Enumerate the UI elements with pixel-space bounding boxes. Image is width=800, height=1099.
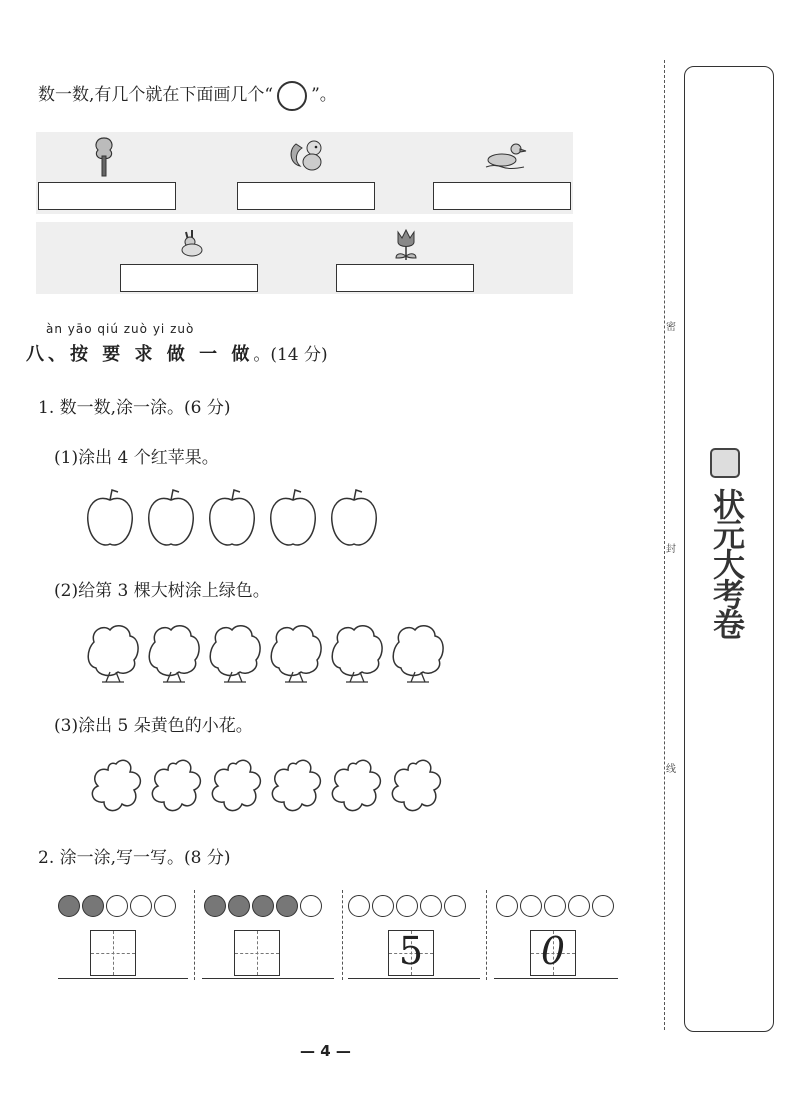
q2-title: 2. 涂一涂,写一写。(8 分) [38,848,231,868]
intro-text-after: ”。 [311,85,337,105]
tree-row [84,622,454,686]
filled-counter-dot[interactable] [228,895,250,917]
brand-logo-icon [710,448,740,478]
counter-dot-row [204,895,322,917]
empty-counter-dot[interactable] [300,895,322,917]
flower-row [88,758,448,816]
empty-counter-dot[interactable] [444,895,466,917]
group-divider [342,890,343,980]
empty-counter-dot[interactable] [592,895,614,917]
group-baseline [494,978,618,979]
big-tree-icon[interactable] [332,626,382,682]
answer-box-rabbit[interactable] [120,264,258,292]
empty-counter-dot[interactable] [348,895,370,917]
q1-sub3: (3)涂出 5 朵黄色的小花。 [54,716,253,736]
intro-text-before: 数一数,有几个就在下面画几个“ [38,85,274,105]
answer-box-squirrel[interactable] [237,182,375,210]
filled-counter-dot[interactable] [58,895,80,917]
empty-counter-dot[interactable] [568,895,590,917]
empty-counter-dot[interactable] [130,895,152,917]
small-flower-icon[interactable] [152,760,200,810]
big-tree-icon[interactable] [271,626,321,682]
group-divider [194,890,195,980]
q1-sub1: (1)涂出 4 个红苹果。 [54,448,219,468]
empty-counter-dot[interactable] [520,895,542,917]
picture-band-bottom [36,222,573,294]
apple-icon[interactable] [88,490,133,545]
small-flower-icon[interactable] [92,760,140,810]
empty-counter-dot[interactable] [154,895,176,917]
writing-grid-box[interactable] [90,930,136,976]
apple-icon[interactable] [271,490,316,545]
empty-counter-dot[interactable] [372,895,394,917]
group-baseline [58,978,188,979]
tree-icon [90,134,118,178]
filled-counter-dot[interactable] [252,895,274,917]
empty-counter-dot[interactable] [496,895,518,917]
section8-score: 。(14 分) [253,345,328,365]
apple-icon[interactable] [332,490,377,545]
counter-dot-row [496,895,614,917]
big-tree-icon[interactable] [393,626,443,682]
answer-box-tree[interactable] [38,182,176,210]
binding-label-mi: 密 [666,322,676,333]
section8-title: 八、按 要 求 做 一 做 [26,344,254,365]
writing-grid-box[interactable] [388,930,434,976]
written-number: 5 [398,929,424,973]
apple-icon[interactable] [149,490,194,545]
section8-heading [26,340,328,366]
filled-counter-dot[interactable] [204,895,226,917]
empty-counter-dot[interactable] [106,895,128,917]
intro-instruction [38,80,337,111]
small-flower-icon[interactable] [272,760,320,810]
answer-box-duck[interactable] [433,182,571,210]
big-tree-icon[interactable] [210,626,260,682]
answer-box-flower[interactable] [336,264,474,292]
apple-icon[interactable] [210,490,255,545]
empty-counter-dot[interactable] [420,895,442,917]
flower-icon [390,228,422,262]
group-divider [486,890,487,980]
counter-dot-row [58,895,176,917]
small-flower-icon[interactable] [392,760,440,810]
brand-title: 状元大考卷 [708,488,746,638]
small-flower-icon[interactable] [332,760,380,810]
circle-icon [277,81,307,111]
group-baseline [202,978,334,979]
filled-counter-dot[interactable] [82,895,104,917]
empty-counter-dot[interactable] [544,895,566,917]
written-number: 0 [540,929,566,973]
squirrel-icon [288,136,328,176]
apple-row [82,486,392,552]
duck-icon [484,140,528,170]
counter-dot-row [348,895,466,917]
rabbit-icon [174,228,208,258]
empty-counter-dot[interactable] [396,895,418,917]
section8-pinyin: àn yāo qiú zuò yi zuò [46,322,195,336]
binding-label-xian: 线 [666,764,676,775]
q1-sub2: (2)给第 3 棵大树涂上绿色。 [54,581,270,601]
writing-grid-box[interactable] [530,930,576,976]
small-flower-icon[interactable] [212,760,260,810]
group-baseline [348,978,480,979]
page-number: — 4 — [300,1042,351,1060]
binding-line [664,60,665,1030]
big-tree-icon[interactable] [88,626,138,682]
writing-grid-box[interactable] [234,930,280,976]
binding-label-feng: 封 [666,544,676,555]
filled-counter-dot[interactable] [276,895,298,917]
big-tree-icon[interactable] [149,626,199,682]
q1-title: 1. 数一数,涂一涂。(6 分) [38,398,231,418]
